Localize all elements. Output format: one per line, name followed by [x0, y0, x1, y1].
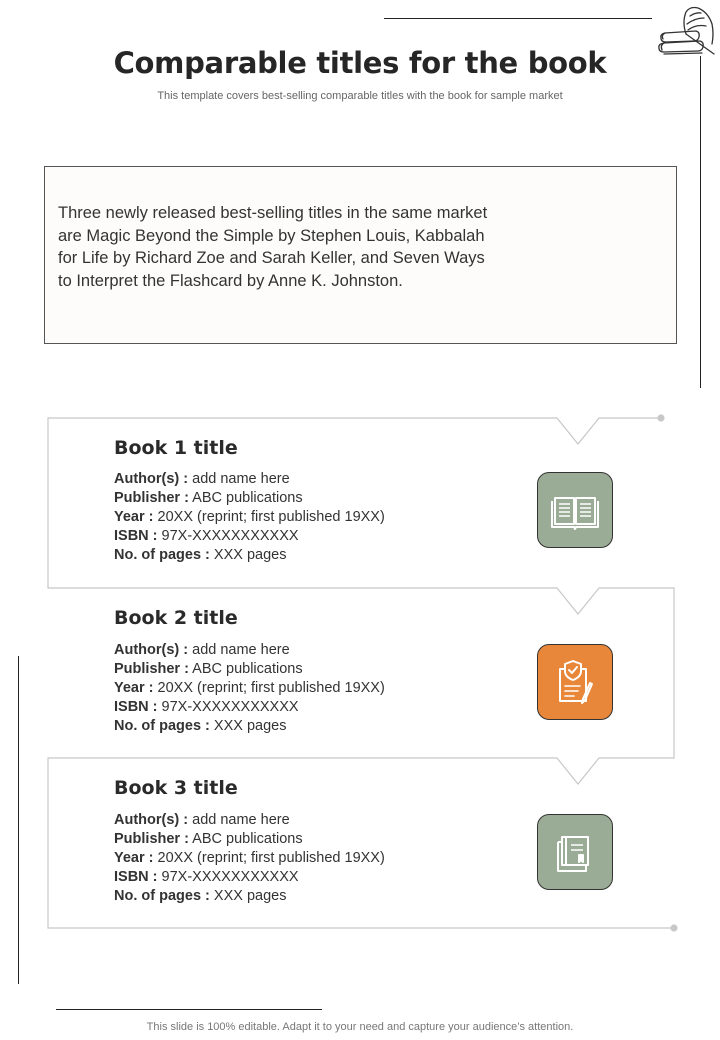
publisher-label: Publisher : [114, 490, 189, 506]
year-value: 20XX (reprint; first published 19XX) [157, 509, 385, 525]
isbn-label: ISBN : [114, 869, 158, 885]
year-label: Year : [114, 509, 154, 525]
publisher-value: ABC publications [192, 661, 303, 677]
authors-label: Author(s) : [114, 812, 189, 828]
publisher-value: ABC publications [192, 490, 303, 506]
book-3-authors-row [114, 811, 514, 830]
book-2-year-row [114, 679, 514, 698]
year-label: Year : [114, 850, 154, 866]
book-2-publisher-row [114, 660, 514, 679]
book-3-title: Book 3 title [114, 777, 238, 799]
book-3-pages-row [114, 887, 514, 906]
year-value: 20XX (reprint; first published 19XX) [157, 680, 385, 696]
isbn-label: ISBN : [114, 699, 158, 715]
footer-note: This slide is 100% editable. Adapt it to your need and capture your audience’s attention. [146, 1021, 574, 1033]
book-3-icon-box [537, 814, 613, 890]
year-label: Year : [114, 680, 154, 696]
pages-value: XXX pages [213, 547, 287, 563]
book-3-year-row [114, 849, 514, 868]
page-title: Comparable titles for the book [113, 46, 607, 80]
isbn-value: 97X-XXXXXXXXXXX [161, 699, 299, 715]
book-stack-icon [538, 815, 612, 889]
book-1-year-row [114, 508, 514, 527]
year-value: 20XX (reprint; first published 19XX) [157, 850, 385, 866]
book-1-pages-row [114, 546, 514, 565]
book-2-details [114, 641, 514, 736]
certified-document-icon [538, 645, 612, 719]
book-1-details [114, 470, 514, 565]
open-book-icon [538, 473, 612, 547]
book-3-details [114, 811, 514, 906]
pages-label: No. of pages : [114, 888, 210, 904]
publisher-label: Publisher : [114, 661, 189, 677]
book-2-icon-box [537, 644, 613, 720]
authors-label: Author(s) : [114, 642, 189, 658]
page-subtitle: This template covers best-selling comparable titles with the book for sample market [157, 90, 563, 102]
intro-text: Three newly released best-selling titles in the same market are Magic Beyond the Simple by Stephen Louis, Kabbalah for Life by Richard Zoe and Sarah Keller, and Seven Ways to Interpret the Flashcard by Anne K. Johnston. [58, 204, 488, 290]
authors-value: add name here [192, 471, 290, 487]
isbn-value: 97X-XXXXXXXXXXX [161, 528, 299, 544]
book-1-title: Book 1 title [114, 437, 238, 459]
authors-value: add name here [192, 812, 290, 828]
publisher-value: ABC publications [192, 831, 303, 847]
isbn-label: ISBN : [114, 528, 158, 544]
book-3-isbn-row [114, 868, 514, 887]
book-3-publisher-row [114, 830, 514, 849]
book-1-icon-box [537, 472, 613, 548]
book-2-isbn-row [114, 698, 514, 717]
isbn-value: 97X-XXXXXXXXXXX [161, 869, 299, 885]
authors-value: add name here [192, 642, 290, 658]
authors-label: Author(s) : [114, 471, 189, 487]
pages-value: XXX pages [213, 888, 287, 904]
pages-label: No. of pages : [114, 718, 210, 734]
book-2-pages-row [114, 717, 514, 736]
pages-value: XXX pages [213, 718, 287, 734]
book-1-authors-row [114, 470, 514, 489]
pages-label: No. of pages : [114, 547, 210, 563]
book-1-isbn-row [114, 527, 514, 546]
book-1-publisher-row [114, 489, 514, 508]
publisher-label: Publisher : [114, 831, 189, 847]
book-2-title: Book 2 title [114, 607, 238, 629]
book-2-authors-row [114, 641, 514, 660]
